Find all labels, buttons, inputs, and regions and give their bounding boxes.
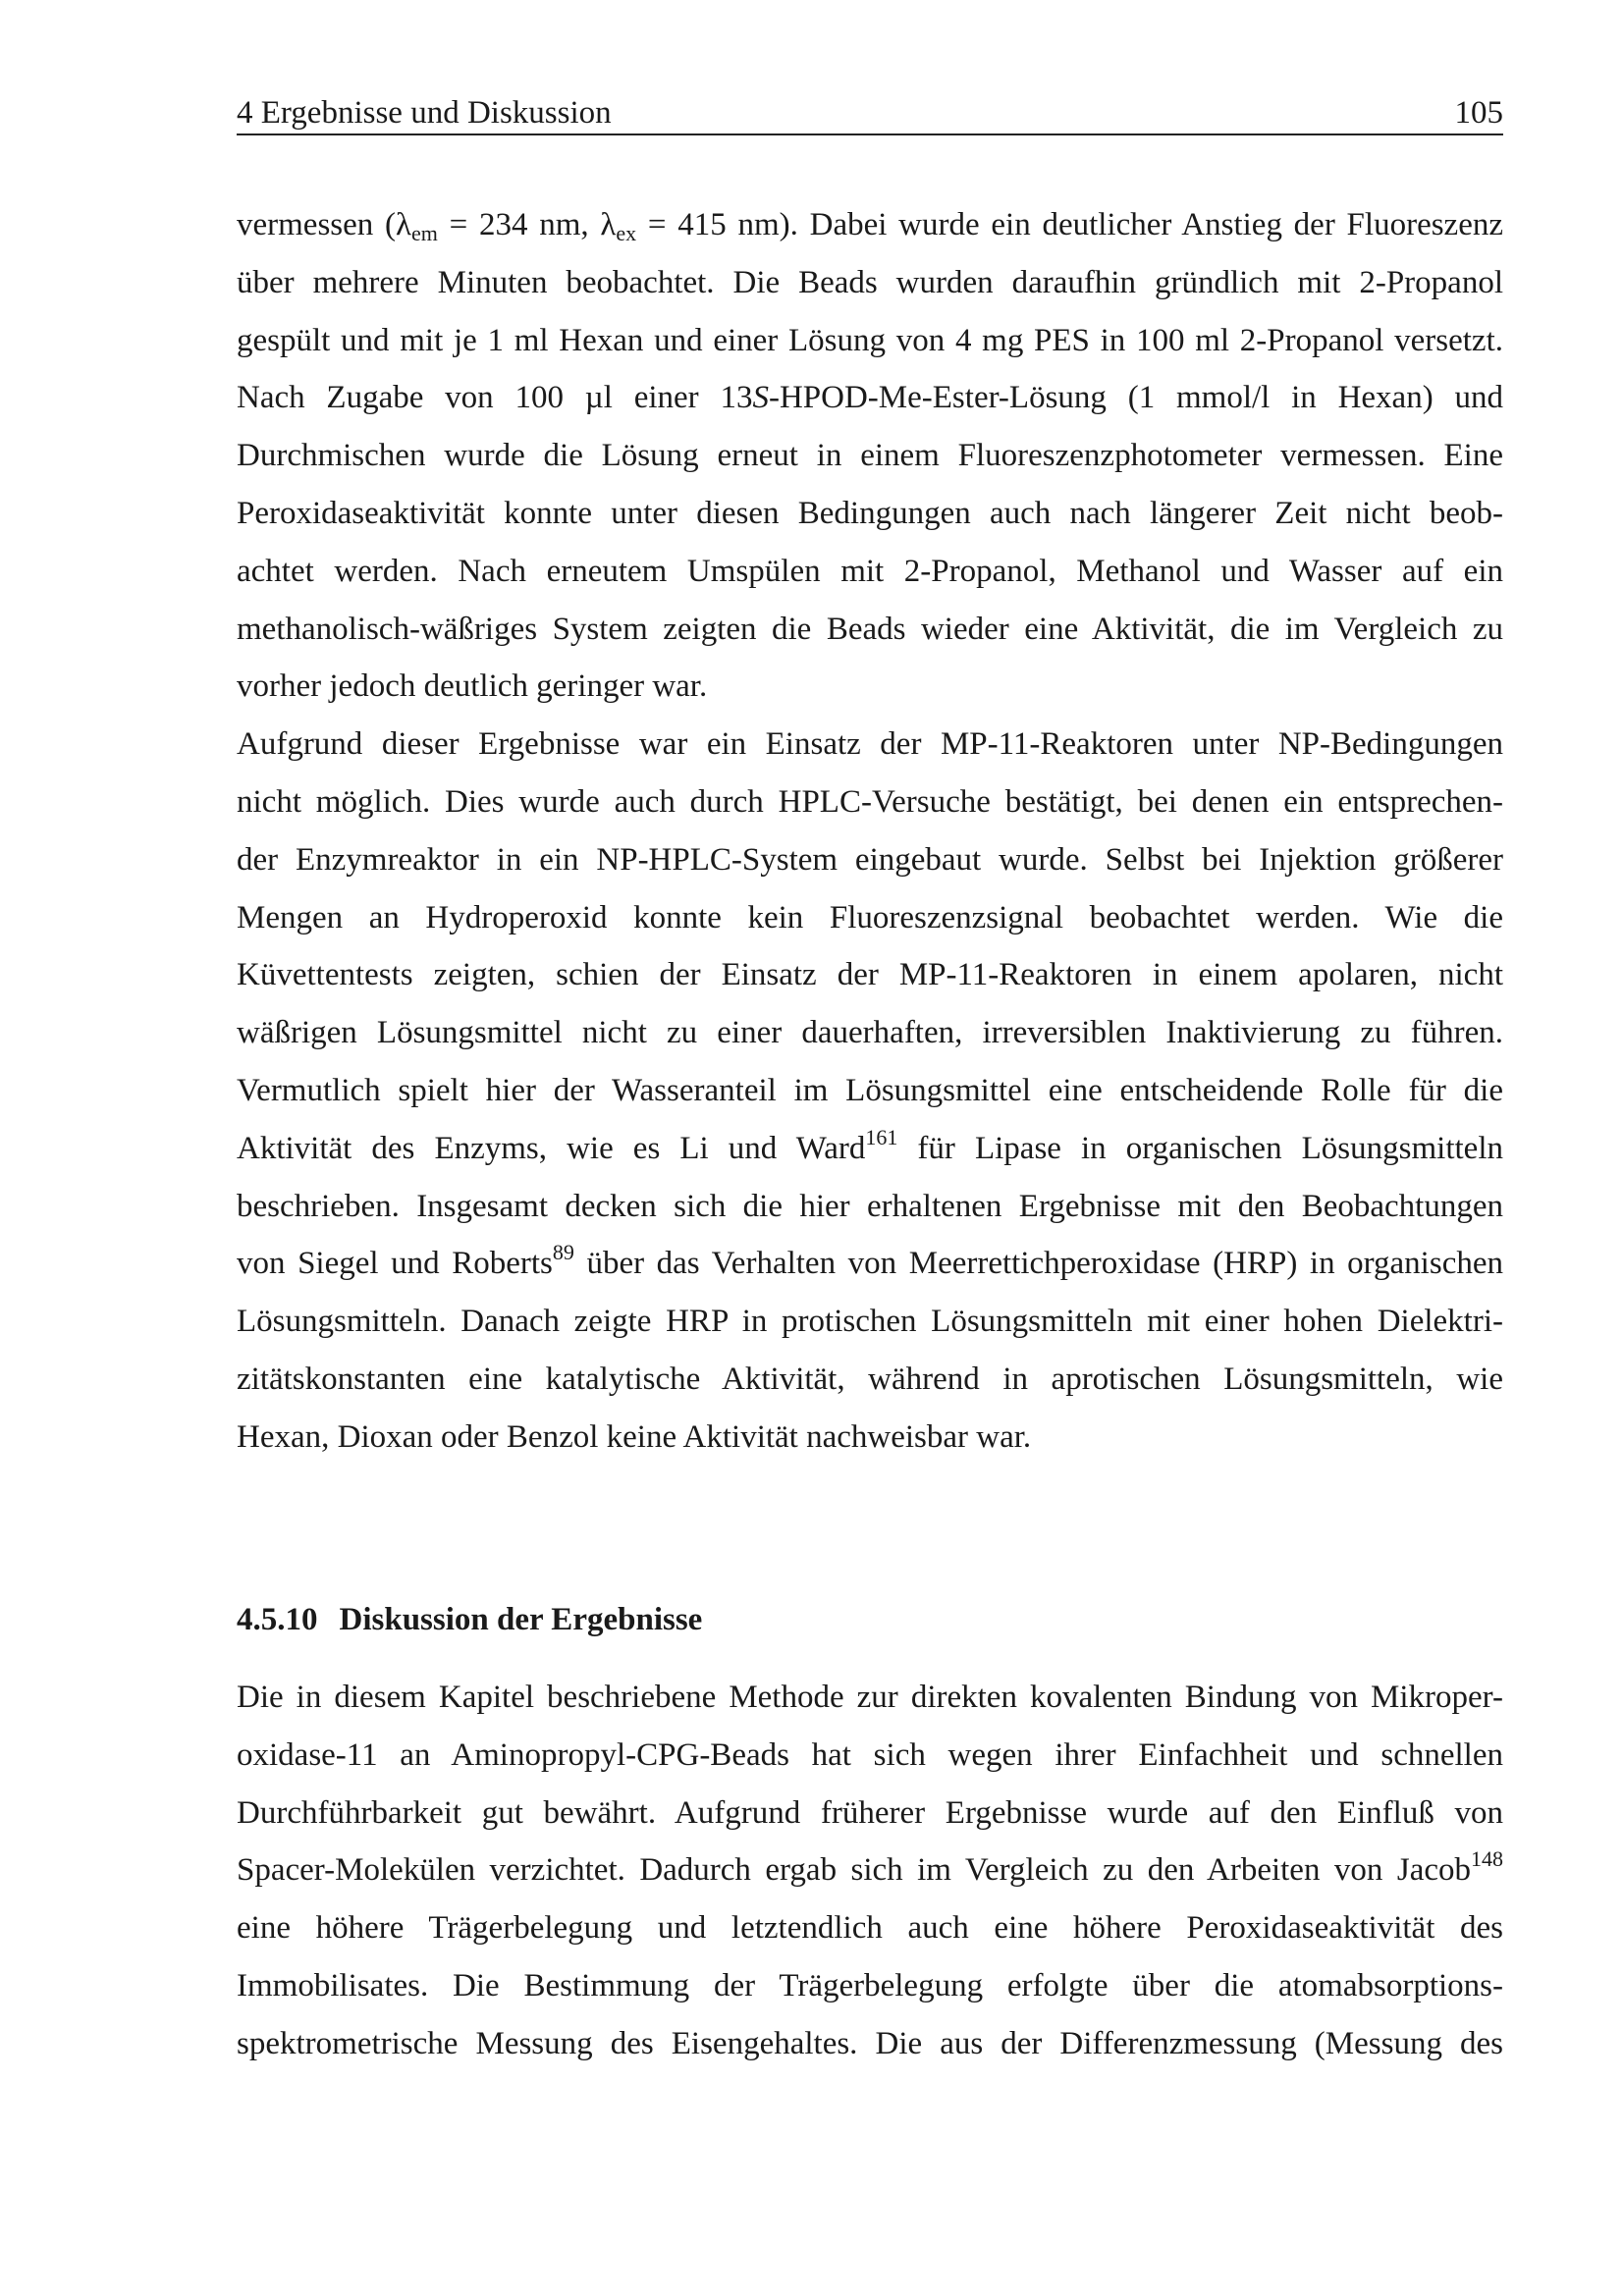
citation-ref: 161 <box>865 1124 898 1149</box>
citation-ref: 148 <box>1471 1846 1503 1872</box>
text-line: achtet werden. Nach erneutem Umspülen mit 2-Propanol, Methanol und Wasser auf ein <box>237 553 1503 589</box>
text-line: Durchführbarkeit gut bewährt. Aufgrund früherer Ergebnisse wurde auf den Einfluß von <box>237 1794 1503 1831</box>
text-line: der Enzymreaktor in ein NP-HPLC-System eingebaut wurde. Selbst bei Injektion größerer <box>237 841 1503 878</box>
text-line: Aufgrund dieser Ergebnisse war ein Einsatz der MP-11-Reaktoren unter NP-Bedingungen <box>237 726 1503 763</box>
text-line: Spacer-Molekülen verzichtet. Dadurch ergab sich im Vergleich zu den Arbeiten von Jacob$^{148}$ <box>237 1846 1503 1889</box>
italic-stereodescriptor: S <box>752 380 769 416</box>
running-header <box>237 96 1503 135</box>
text-line: Nach Zugabe von 100 µl einer 13S-HPOD-Me-Ester-Lösung (1 mmol/l in Hexan) und <box>237 380 1503 416</box>
text-line: nicht möglich. Dies wurde auch durch HPLC-Versuche bestätigt, bei denen ein entsprechen- <box>237 783 1503 820</box>
text-line: spektrometrische Messung des Eisengehaltes. Die aus der Differenzmessung (Messung des <box>237 2025 1503 2061</box>
text-line: Die in diesem Kapitel beschriebene Methode zur direkten kovalenten Bindung von Mikroper- <box>237 1680 1503 1715</box>
body-paragraphs-bottom <box>237 1669 1503 2073</box>
section-title: Diskussion der Ergebnisse <box>339 1602 703 1637</box>
text-line: wäßrigen Lösungsmittel nicht zu einer dauerhaften, irreversiblen Inaktivierung zu führen. <box>237 1015 1503 1051</box>
text-line: Vermutlich spielt hier der Wasseranteil im Lösungsmittel eine entscheidende Rolle für die <box>237 1072 1503 1108</box>
citation-ref: 89 <box>552 1240 574 1265</box>
text-line: gespült und mit je 1 ml Hexan und einer Lösung von 4 mg PES in 100 ml 2-Propanol versetzt. <box>237 322 1503 358</box>
text-line: Immobilisates. Die Bestimmung der Trägerbelegung erfolgte über die atomabsorptions- <box>237 1967 1503 2003</box>
text-line: beschrieben. Insgesamt decken sich die hier erhaltenen Ergebnisse mit den Beobachtungen <box>237 1188 1503 1224</box>
subscript-em: em <box>411 221 438 245</box>
section-heading <box>237 1600 702 1639</box>
subscript-ex: ex <box>616 221 637 245</box>
body-paragraphs-top <box>237 196 1503 1467</box>
text-line: über mehrere Minuten beobachtet. Die Beads wurden daraufhin gründlich mit 2-Propanol <box>237 264 1503 300</box>
text-line: Mengen an Hydroperoxid konnte kein Fluoreszenzsignal beobachtet werden. Wie die <box>237 899 1503 935</box>
text-line: eine höhere Trägerbelegung und letztendlich auch eine höhere Peroxidaseaktivität des <box>237 1910 1503 1947</box>
text-line: Küvettentests zeigten, schien der Einsatz der MP-11-Reaktoren in einem apolaren, nicht <box>237 957 1503 993</box>
text-line: methanolisch-wäßriges System zeigten die Beads wieder eine Aktivität, die im Vergleich zu <box>237 611 1503 647</box>
text-line: von Siegel und Roberts$^{89}$ über das Verhalten von Meerrettichperoxidase (HRP) in organischen <box>237 1240 1503 1282</box>
lambda-symbol: λ <box>600 207 617 242</box>
text-line: zitätskonstanten eine katalytische Aktivität, während in aprotischen Lösungsmitteln, wie <box>237 1361 1503 1397</box>
text-line: Hexan, Dioxan oder Benzol keine Aktivität nachweisbar war. <box>237 1418 1032 1455</box>
lambda-symbol: λ <box>396 207 412 242</box>
text-line: Aktivität des Enzyms, wie es Li und Ward$^{161}$ für Lipase in organischen Lösungsmitteln <box>237 1124 1503 1166</box>
text-line: Durchmischen wurde die Lösung erneut in einem Fluoreszenzphotometer vermessen. Eine <box>237 438 1503 474</box>
text-line: Peroxidaseaktivität konnte unter diesen Bedingungen auch nach längerer Zeit nicht beob- <box>237 495 1503 531</box>
chapter-title: 4 Ergebnisse und Diskussion <box>237 95 612 131</box>
text-line: vermessen ($\lambda_{em} = 234$ nm, $\lambda_{ex} = 415$ nm). Dabei wurde ein deutlicher Anstieg der Fluoreszenz <box>237 207 1503 245</box>
text-line: oxidase-11 an Aminopropyl-CPG-Beads hat sich wegen ihrer Einfachheit und schnellen <box>237 1736 1503 1773</box>
page-number: 105 <box>1454 95 1503 131</box>
text-line: Lösungsmitteln. Danach zeigte HRP in protischen Lösungsmitteln mit einer hohen Dielektri- <box>237 1304 1503 1340</box>
section-number: 4.5.10 <box>237 1602 318 1637</box>
text-line: vorher jedoch deutlich geringer war. <box>237 668 708 705</box>
